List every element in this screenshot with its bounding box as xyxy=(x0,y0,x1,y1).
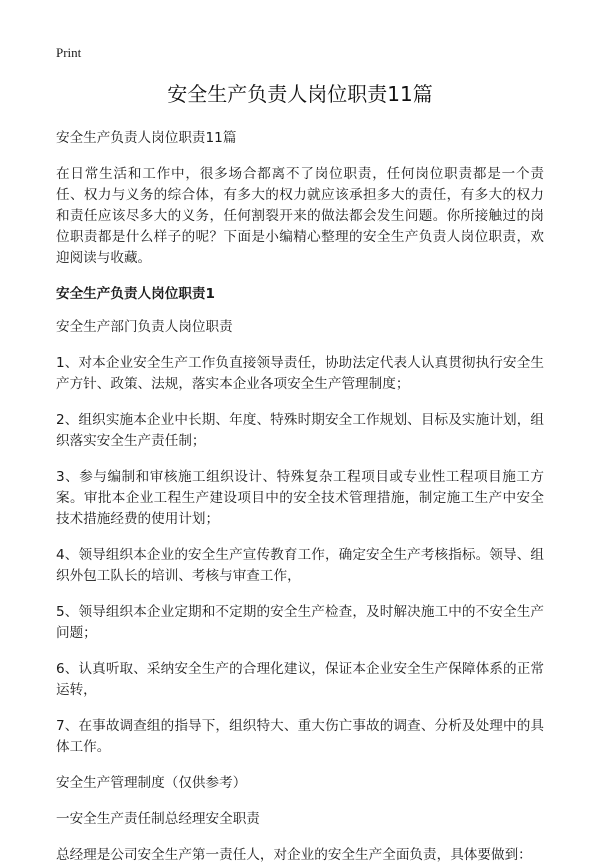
section-subheading: 安全生产部门负责人岗位职责 xyxy=(56,319,233,335)
duty-item-1: 1、对本企业安全生产工作负直接领导责任，协助法定代表人认真贯彻执行安全生产方针、政策、法规，落实本企业各项安全生产管理制度； xyxy=(56,355,544,392)
general-manager-paragraph: 总经理是公司安全生产第一责任人，对企业的安全生产全面负责，具体要做到： xyxy=(56,847,532,863)
document-title: 安全生产负责人岗位职责11篇 xyxy=(167,82,433,106)
duty-item-7: 7、在事故调查组的指导下，组织特大、重大伤亡事故的调查、分析及处理中的具体工作。 xyxy=(56,718,544,755)
duty-item-4: 4、领导组织本企业的安全生产宣传教育工作，确定安全生产考核指标。领导、组织外包工队长的培训、考核与审查工作， xyxy=(56,547,544,584)
intro-paragraph: 在日常生活和工作中，很多场合都离不了岗位职责，任何岗位职责都是一个责任、权力与义务的综合体，有多大的权力就应该承担多大的责任，有多大的权力和责任应该尽多大的义务，任何割裂开来的做法都会发生问题。你所接触过的岗位职责都是什么样子的呢？下面是小编精心整理的安全生产负责人岗位职责，欢迎阅读与收藏。 xyxy=(56,166,544,266)
duty-item-3: 3、参与编制和审核施工组织设计、特殊复杂工程项目或专业性工程项目施工方案。审批本企业工程生产建设项目中的安全技术管理措施，制定施工生产中安全技术措施经费的使用计划； xyxy=(56,469,544,527)
duty-item-6: 6、认真听取、采纳安全生产的合理化建议，保证本企业安全生产保障体系的正常运转， xyxy=(56,661,544,698)
document-body xyxy=(56,128,544,866)
duty-item-2: 2、组织实施本企业中长期、年度、特殊时期安全工作规划、目标及实施计划，组织落实安全生产责任制； xyxy=(56,412,544,449)
print-link[interactable]: Print xyxy=(56,45,82,60)
section-heading: 安全生产负责人岗位职责1 xyxy=(56,286,215,302)
responsibility-heading: 一安全生产责任制总经理安全职责 xyxy=(56,811,260,827)
duty-item-5: 5、领导组织本企业定期和不定期的安全生产检查，及时解决施工中的不安全生产问题； xyxy=(56,604,544,641)
management-system-heading: 安全生产管理制度（仅供参考） xyxy=(56,775,247,791)
subtitle-paragraph: 安全生产负责人岗位职责11篇 xyxy=(56,130,237,146)
